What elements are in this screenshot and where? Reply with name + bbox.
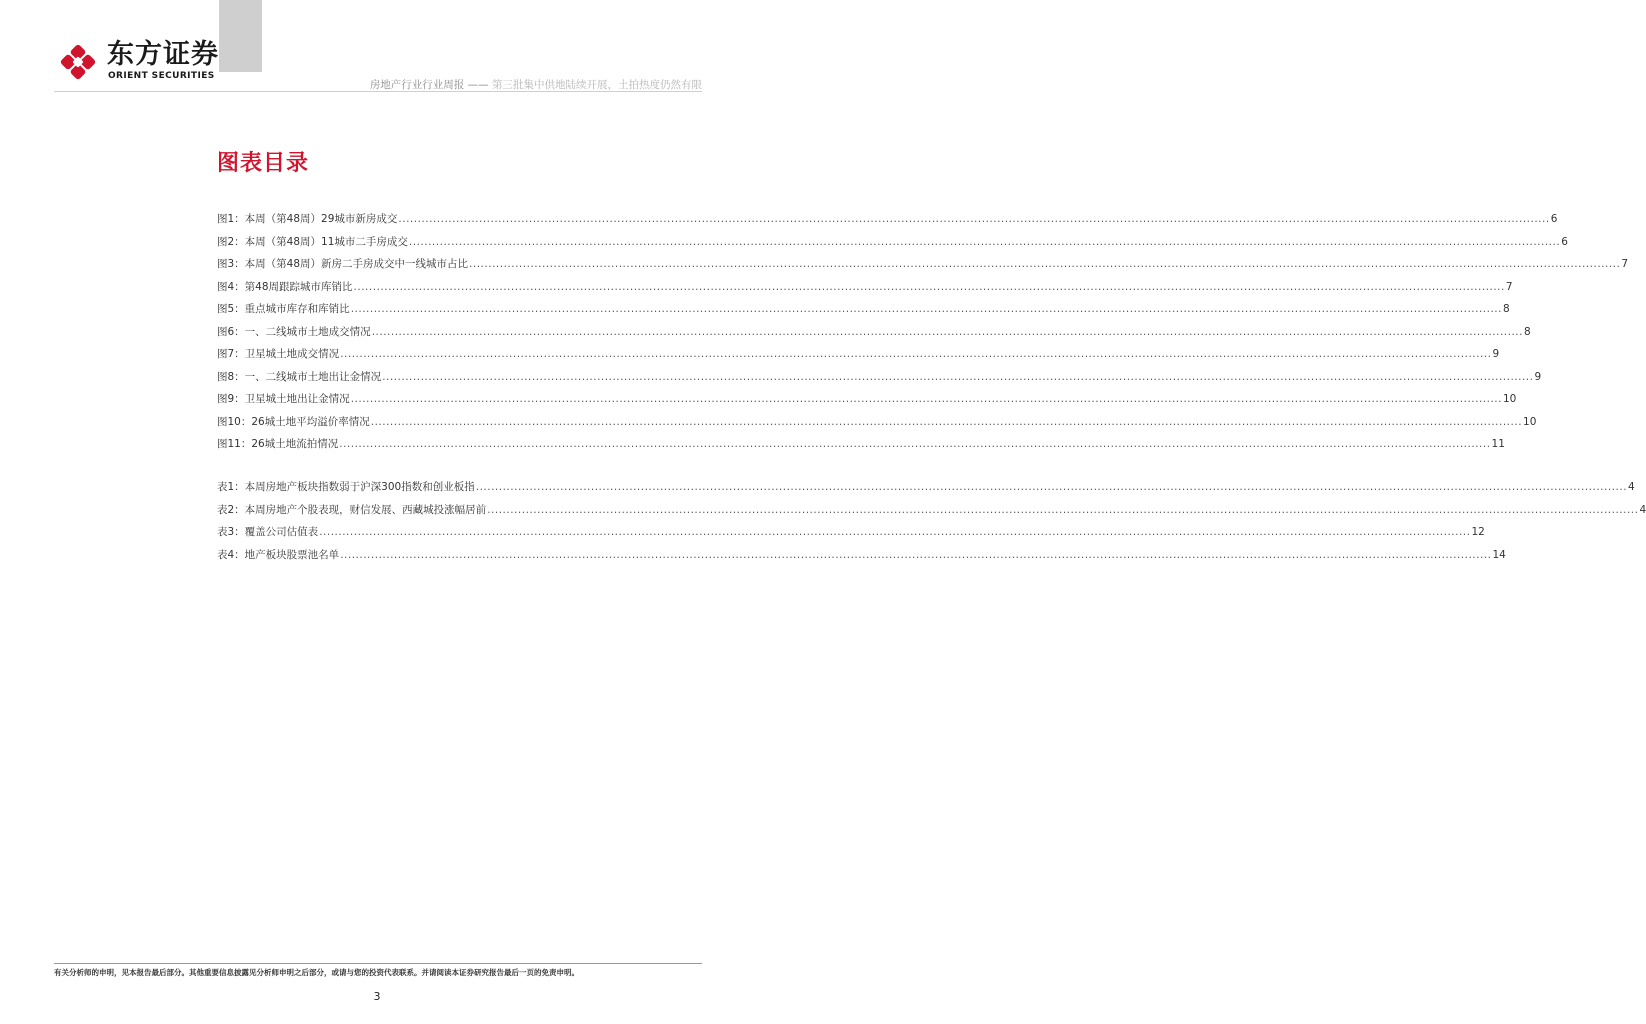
dot-leader: ............................................................................................................................................................................................................................................................................................................ (469, 258, 1621, 270)
footer-disclaimer: 有关分析师的申明，见本报告最后部分。其他重要信息披露见分析师申明之后部分，或请与您的投资代表联系。并请阅读本证券研究报告最后一页的免责申明。 (54, 968, 579, 977)
toc-item-table-2[interactable] (217, 502, 1646, 525)
report-type: 房地产行业行业周报 (369, 79, 465, 91)
report-subtitle: 第三批集中供地陆续开展，土拍热度仍然有限 (492, 79, 702, 91)
toc-item-page: 7 (1505, 280, 1513, 293)
toc-item-page: 8 (1502, 303, 1510, 315)
toc-item-label: 图5：重点城市库存和库销比 (217, 303, 350, 315)
toc-item-table-4[interactable] (217, 547, 1506, 570)
toc-item-figure-5[interactable] (217, 301, 1510, 324)
dot-leader: ............................................................................................................................................................................................................................................................................................................ (353, 280, 1505, 293)
toc-item-label: 图10：26城土地平均溢价率情况 (217, 415, 370, 428)
toc-item-figure-8[interactable] (217, 369, 1542, 392)
toc-item-label: 图11：26城土地流拍情况 (217, 438, 339, 450)
report-header (370, 77, 702, 92)
toc-item-label: 表1：本周房地产板块指数弱于沪深300指数和创业板指 (217, 481, 475, 493)
toc-item-figure-9[interactable] (217, 391, 1517, 414)
dot-leader: ............................................................................................................................................................................................................................................................................................................ (382, 370, 1534, 383)
table-list (217, 479, 1646, 569)
dot-leader: ............................................................................................................................................................................................................................................................................................................ (398, 213, 1550, 225)
dot-leader: ............................................................................................................................................................................................................................................................................................................ (408, 235, 1561, 248)
dot-leader: ............................................................................................................................................................................................................................................................................................................ (350, 393, 1502, 405)
toc-item-label: 图7：卫星城土地成交情况 (217, 348, 340, 360)
brand-name-en: ORIENT SECURITIES (108, 71, 215, 81)
toc-item-page: 6 (1550, 213, 1558, 225)
toc-item-page: 6 (1561, 235, 1568, 248)
dot-leader: ............................................................................................................................................................................................................................................................................................................ (340, 548, 1492, 561)
toc-item-page: 4 (1639, 503, 1646, 516)
dot-leader: ............................................................................................................................................................................................................................................................................................................ (350, 303, 1502, 315)
toc-item-page: 9 (1492, 348, 1500, 360)
dot-leader: ............................................................................................................................................................................................................................................................................................................ (475, 481, 1628, 493)
toc-item-figure-7[interactable] (217, 346, 1500, 369)
header-divider (54, 91, 702, 92)
toc-item-page: 12 (1471, 526, 1485, 538)
toc-item-label: 图8：一、二线城市土地出让金情况 (217, 370, 382, 383)
toc-item-label: 图3：本周（第48周）新房二手房成交中一线城市占比 (217, 258, 469, 270)
page-number: 3 (373, 990, 381, 1003)
toc-item-label: 表3：覆盖公司估值表 (217, 526, 319, 538)
toc-item-label: 图1：本周（第48周）29城市新房成交 (217, 213, 398, 225)
toc-item-label: 图2：本周（第48周）11城市二手房成交 (217, 235, 408, 248)
toc-item-page: 11 (1491, 438, 1505, 450)
toc-item-page: 14 (1492, 548, 1506, 561)
toc-item-figure-2[interactable] (217, 234, 1568, 257)
toc-item-label: 表2：本周房地产个股表现，财信发展、西藏城投涨幅居前 (217, 503, 487, 516)
toc-item-label: 图9：卫星城土地出让金情况 (217, 393, 350, 405)
dot-leader: ............................................................................................................................................................................................................................................................................................................ (371, 325, 1523, 338)
toc-item-page: 8 (1523, 325, 1531, 338)
orient-securities-logo-icon (57, 41, 99, 83)
toc-item-figure-3[interactable] (217, 256, 1629, 279)
toc-item-figure-6[interactable] (217, 324, 1531, 347)
toc-item-page: 10 (1502, 393, 1517, 405)
dot-leader: ............................................................................................................................................................................................................................................................................................................ (370, 415, 1523, 428)
toc-item-figure-4[interactable] (217, 279, 1513, 302)
dot-leader: ............................................................................................................................................................................................................................................................................................................ (339, 438, 1491, 450)
toc-item-table-3[interactable] (217, 524, 1485, 547)
footer-divider (54, 963, 702, 964)
toc-item-label: 图4：第48周跟踪城市库销比 (217, 280, 353, 293)
toc-item-figure-10[interactable] (217, 414, 1537, 437)
toc-title: 图表目录 (217, 151, 310, 176)
toc-item-page: 4 (1628, 481, 1635, 493)
toc-item-page: 7 (1621, 258, 1629, 270)
brand-name-cn: 东方证券 (107, 39, 219, 70)
toc-item-figure-1[interactable] (217, 211, 1558, 234)
toc-item-label: 表4：地产板块股票池名单 (217, 548, 340, 561)
toc-item-figure-11[interactable] (217, 436, 1505, 459)
toc-item-page: 9 (1534, 370, 1542, 383)
dot-leader: ............................................................................................................................................................................................................................................................................................................ (487, 503, 1639, 516)
dot-leader: ............................................................................................................................................................................................................................................................................................................ (319, 526, 1471, 538)
toc-item-label: 图6：一、二线城市土地成交情况 (217, 325, 371, 338)
dot-leader: ............................................................................................................................................................................................................................................................................................................ (340, 348, 1492, 360)
figure-list (217, 211, 1629, 459)
toc-item-table-1[interactable] (217, 479, 1635, 502)
header-dash: —— (467, 79, 489, 91)
header-accent-bar (219, 0, 262, 72)
toc-item-page: 10 (1523, 415, 1537, 428)
